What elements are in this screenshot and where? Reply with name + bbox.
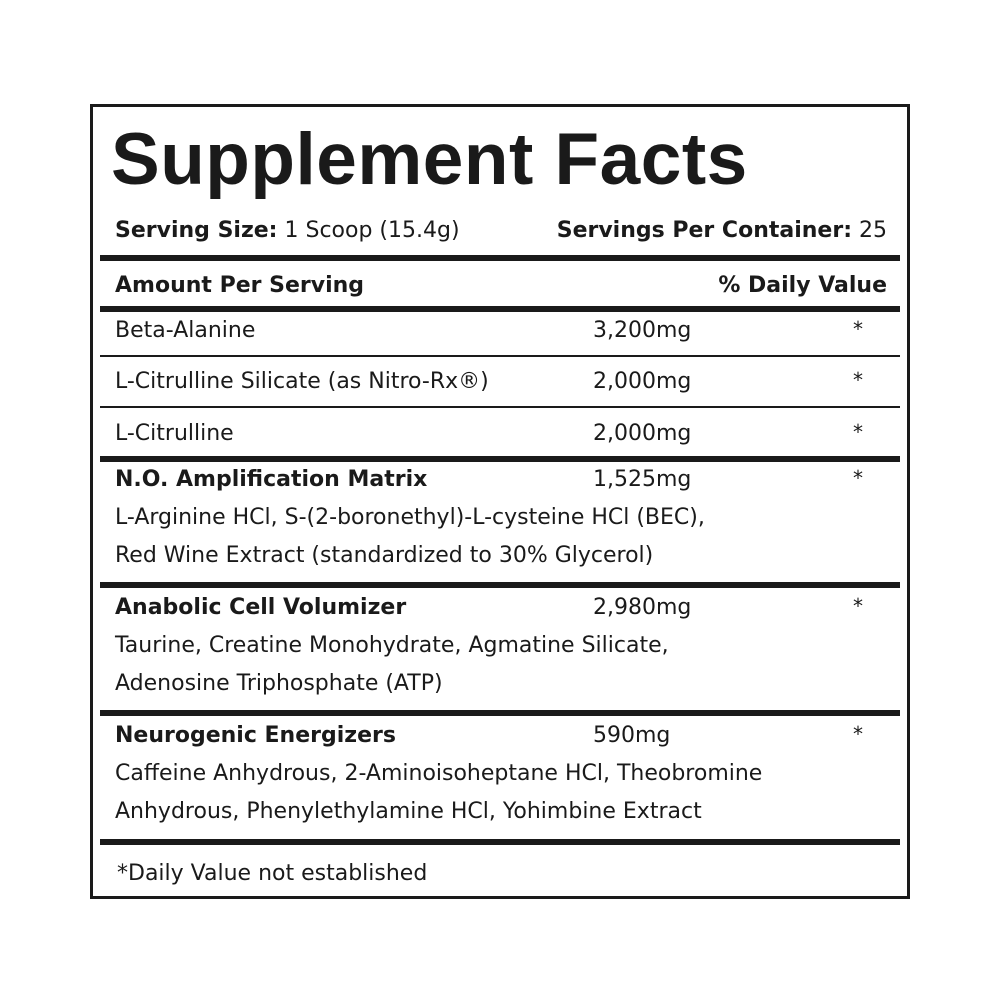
ingredient-row <box>115 363 887 403</box>
blend-ingredients-line: L-Arginine HCl, S-(2-boronethyl)-L-cysteine HCl (BEC), <box>115 505 705 530</box>
footnote: *Daily Value not established <box>117 861 428 886</box>
servings-per-container-value: 25 <box>859 218 887 243</box>
daily-value-mark: * <box>853 722 863 746</box>
supplement-facts-panel <box>90 104 910 899</box>
blend-amount: 590mg <box>593 723 671 748</box>
daily-value-mark: * <box>853 368 863 392</box>
panel-title: Supplement Facts <box>111 119 748 200</box>
blend-amount: 2,980mg <box>593 595 692 620</box>
divider <box>100 355 900 357</box>
ingredient-blend-row <box>115 717 887 837</box>
serving-size <box>115 215 460 247</box>
blend-amount: 1,525mg <box>593 467 692 492</box>
ingredient-row <box>115 312 887 352</box>
ingredient-blend-row <box>115 589 887 709</box>
ingredient-name: Beta-Alanine <box>115 318 256 343</box>
blend-ingredients-line: Anhydrous, Phenylethylamine HCl, Yohimbine Extract <box>115 799 702 824</box>
daily-value-mark: * <box>853 594 863 618</box>
ingredient-amount: 2,000mg <box>593 421 692 446</box>
serving-size-value: 1 Scoop (15.4g) <box>284 218 460 243</box>
daily-value-header: % Daily Value <box>718 273 887 298</box>
daily-value-mark: * <box>853 466 863 490</box>
divider <box>100 406 900 408</box>
divider-thick <box>100 710 900 716</box>
blend-name: Anabolic Cell Volumizer <box>115 595 407 620</box>
servings-per-container <box>557 215 887 247</box>
daily-value-mark: * <box>853 420 863 444</box>
divider-thick <box>100 582 900 588</box>
servings-per-container-label: Servings Per Container: <box>556 218 852 243</box>
ingredient-row <box>115 415 887 455</box>
divider-thick <box>100 839 900 845</box>
divider-thick <box>100 255 900 261</box>
ingredient-amount: 3,200mg <box>593 318 692 343</box>
daily-value-mark: * <box>853 317 863 341</box>
ingredient-amount: 2,000mg <box>593 369 692 394</box>
serving-info <box>115 215 887 247</box>
amount-per-serving-header: Amount Per Serving <box>115 273 365 298</box>
blend-name: N.O. Amplification Matrix <box>115 467 428 492</box>
serving-size-label: Serving Size: <box>115 218 278 243</box>
blend-ingredients-line: Red Wine Extract (standardized to 30% Glycerol) <box>115 543 654 568</box>
blend-ingredients-line: Caffeine Anhydrous, 2-Aminoisoheptane HCl, Theobromine <box>115 761 763 786</box>
ingredient-name: L-Citrulline <box>115 421 234 446</box>
blend-ingredients-line: Taurine, Creatine Monohydrate, Agmatine Silicate, <box>115 633 669 658</box>
blend-ingredients-line: Adenosine Triphosphate (ATP) <box>115 671 443 696</box>
ingredient-blend-row <box>115 461 887 581</box>
blend-name: Neurogenic Energizers <box>115 723 396 748</box>
ingredient-name: L-Citrulline Silicate (as Nitro-Rx®) <box>115 369 489 394</box>
